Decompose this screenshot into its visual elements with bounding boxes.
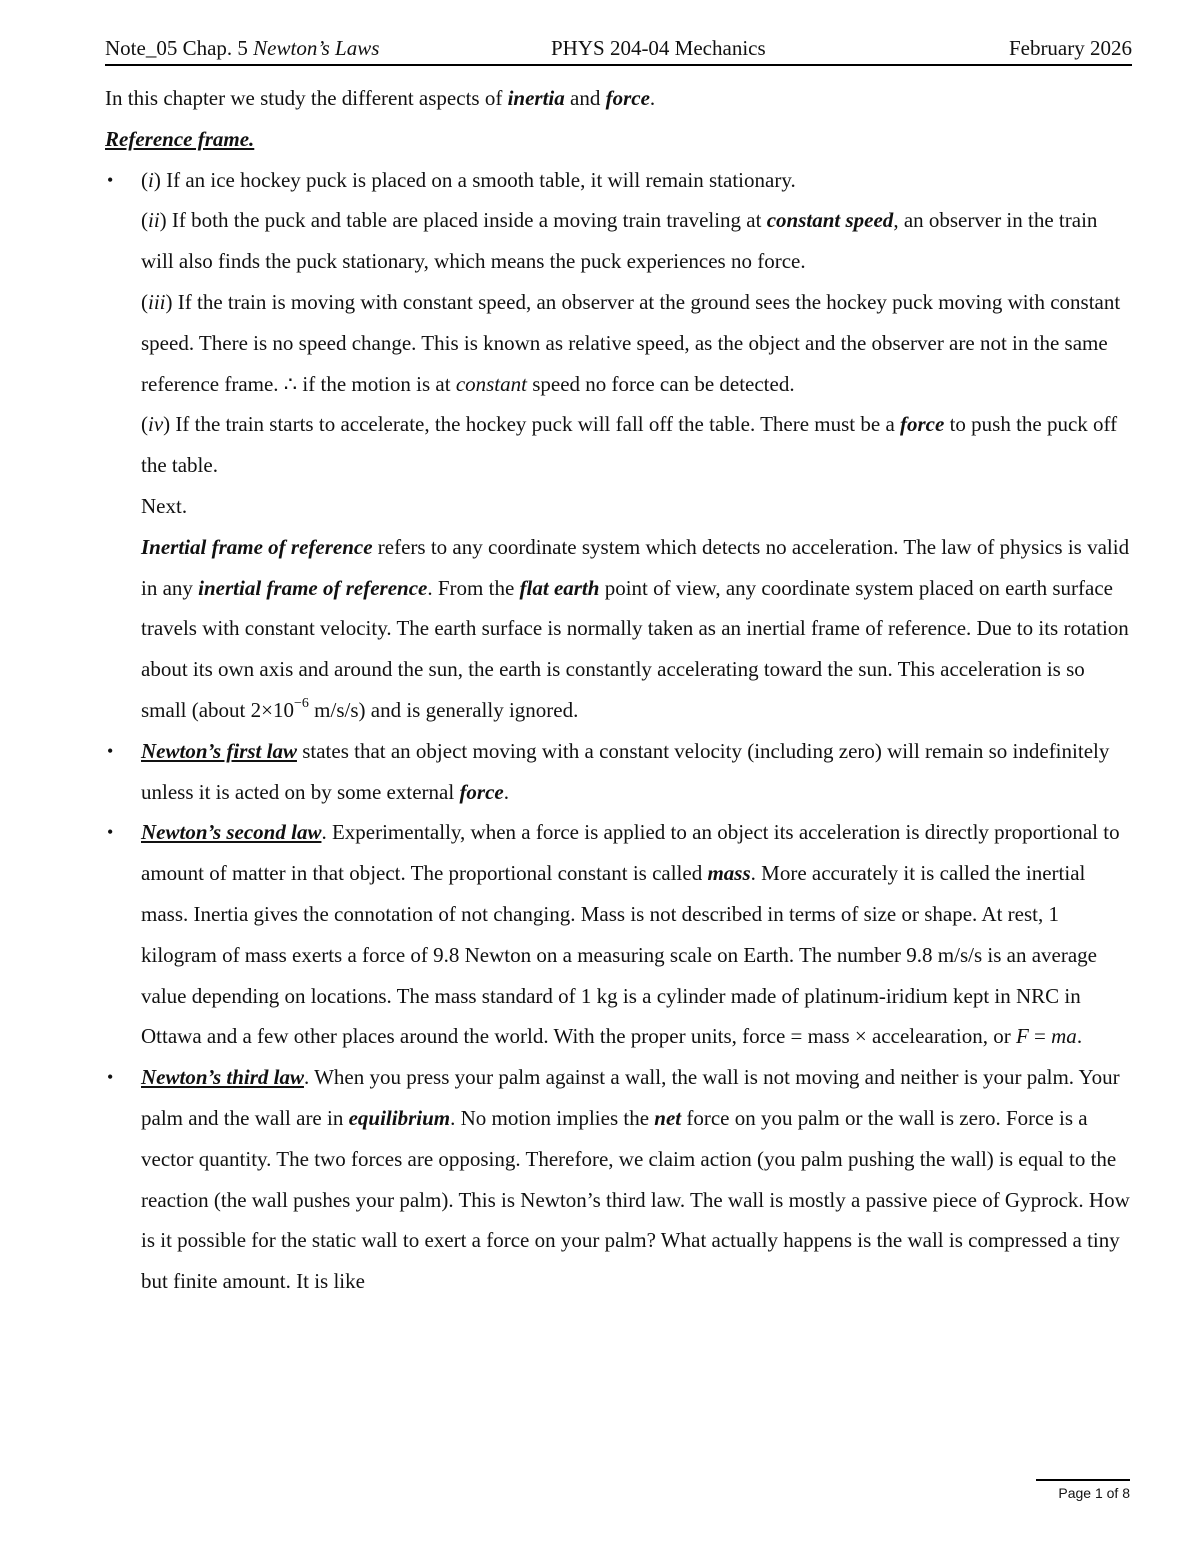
intro-text: . bbox=[649, 86, 656, 110]
ref-text: . From the bbox=[427, 575, 520, 600]
ref-text: m/s/s) and is generally ignored. bbox=[308, 697, 579, 722]
term-constant-speed: constant speed bbox=[766, 208, 894, 233]
term-inertia: inertia bbox=[507, 86, 565, 110]
document-body bbox=[105, 78, 1135, 1302]
first-law-title: Newton’s first law bbox=[141, 738, 297, 763]
term-inertial-frame: Inertial frame of reference bbox=[141, 534, 373, 559]
term-mass: mass bbox=[707, 861, 751, 886]
bullet-icon: • bbox=[107, 1067, 114, 1088]
law-text: states that an object moving with a constant velocity (including zero) will remain so indefinitely unless it is acted on by some external bbox=[141, 738, 1110, 804]
first-law-paragraph bbox=[141, 731, 1135, 813]
term-flat-earth: flat earth bbox=[519, 575, 600, 600]
header-date: February 2026 bbox=[1008, 36, 1132, 60]
bullet-first-law bbox=[107, 731, 1135, 813]
third-law-paragraph bbox=[141, 1057, 1135, 1302]
term-equilibrium: equilibrium bbox=[348, 1105, 451, 1130]
ref-item-iii: (iii) If the train is moving with constant speed, an observer at the ground sees the hockey puck moving with constant speed. There is no speed change. This is known as relative speed, as the object and the observer are not in the same reference frame. ∴ if the motion is at constant speed no force can be detected. bbox=[141, 289, 1121, 396]
intro-text: and bbox=[564, 86, 606, 110]
roman-numeral: i bbox=[148, 167, 154, 192]
ref-text: refers to any coordinate system which detects no acceleration. The law of physics is valid in any bbox=[141, 534, 1130, 600]
ref-text: If the train is moving with constant speed, an observer at the ground sees the hockey puck moving with constant speed. There is no speed change. This is known as relative speed, as the object and the observer are not in the same reference frame. ∴ if the motion is at bbox=[141, 289, 1121, 396]
ref-item-iv: (iv) If the train starts to accelerate, the hockey puck will fall off the table. There must be a force to push the puck off the table. bbox=[141, 412, 1118, 478]
ref-text: If both the puck and table are placed inside a moving train traveling at bbox=[166, 208, 767, 233]
header-course-note bbox=[105, 36, 379, 61]
ref-text: speed no force can be detected. bbox=[526, 371, 795, 396]
header-note-label: Note_05 Chap. 5 bbox=[105, 36, 254, 60]
term-net: net bbox=[654, 1105, 682, 1130]
page-footer bbox=[1036, 1479, 1130, 1501]
term-inertial-frame: inertial frame of reference bbox=[198, 575, 428, 600]
roman-numeral: iii bbox=[148, 289, 166, 314]
ref-text: If the train starts to accelerate, the hockey puck will fall off the table. There must be a bbox=[170, 412, 901, 437]
ref-text: , an observer in the train will also finds the puck stationary, which means the puck experiences no force. bbox=[141, 208, 1098, 274]
bullet-second-law bbox=[107, 812, 1135, 1057]
inertial-frame-paragraph bbox=[141, 527, 1135, 731]
exponent: −6 bbox=[294, 695, 309, 711]
ref-text: If an ice hockey puck is placed on a smooth table, it will remain stationary. bbox=[160, 167, 796, 192]
law-text: force on you palm or the wall is zero. Force is a vector quantity. The two forces are opposing. Therefore, we claim action (you palm pushing the wall) is equal to the reaction (the wall pushes your palm). This is Newton’s third law. The wall is mostly a passive piece of Gyprock. How is it possible for the static wall to exert a force on your palm? What actually happens is the wall is compressed a tiny but finite amount. It is like bbox=[141, 1105, 1130, 1294]
law-text: . No motion implies the bbox=[450, 1105, 655, 1130]
header-course-name: PHYS 204-04 Mechanics bbox=[551, 36, 766, 60]
second-law-title: Newton’s second law bbox=[141, 820, 322, 845]
roman-numeral: ii bbox=[148, 208, 160, 233]
section-heading: Reference frame. bbox=[105, 126, 255, 151]
reference-frame-heading bbox=[105, 119, 1135, 160]
equation-symbol: ma bbox=[1051, 1024, 1077, 1049]
header-chapter-title: Newton’s Laws bbox=[253, 36, 380, 60]
law-text: . bbox=[1076, 1024, 1083, 1049]
term-force: force bbox=[900, 412, 945, 437]
intro-text: In this chapter we study the different aspects of bbox=[105, 86, 508, 110]
ref-text: point of view, any coordinate system placed on earth surface travels with constant velocity. The earth surface is normally taken as an inertial frame of reference. Due to its rotation about its own axis and around the sun, the earth is constantly accelerating toward the sun. This acceleration is so small (about 2×10 bbox=[141, 575, 1129, 722]
next-label: Next. bbox=[141, 493, 188, 518]
equation-symbol: F bbox=[1015, 1024, 1029, 1049]
ref-item-i: (i) If an ice hockey puck is placed on a smooth table, it will remain stationary. bbox=[141, 167, 796, 192]
equation-operator: = bbox=[1028, 1024, 1052, 1049]
second-law-paragraph bbox=[141, 812, 1135, 1057]
page-number: Page 1 of 8 bbox=[1058, 1485, 1130, 1501]
bullet-third-law bbox=[107, 1057, 1135, 1302]
bullet-reference-frame bbox=[107, 160, 1135, 731]
law-text: . Experimentally, when a force is applied to an object its acceleration is directly proportional to amount of matter in that object. The proportional constant is called bbox=[141, 820, 1120, 886]
law-text: . bbox=[503, 779, 509, 804]
term-force: force bbox=[605, 86, 650, 110]
bullet-icon: • bbox=[107, 740, 114, 761]
ref-text: to push the puck off the table. bbox=[141, 412, 1118, 478]
term-constant: constant bbox=[455, 371, 527, 396]
page-header bbox=[105, 34, 1132, 66]
intro-paragraph bbox=[105, 78, 1135, 119]
law-text: . When you press your palm against a wall, the wall is not moving and neither is your palm. Your palm and the wall are in bbox=[141, 1065, 1120, 1130]
bullet-icon: • bbox=[107, 169, 114, 190]
roman-numeral: iv bbox=[148, 412, 164, 437]
ref-item-ii: (ii) If both the puck and table are placed inside a moving train traveling at constant speed, an observer in the train will also finds the puck stationary, which means the puck experiences no force. bbox=[141, 208, 1098, 274]
term-force: force bbox=[459, 779, 504, 804]
law-text: . More accurately it is called the inertial mass. Inertia gives the connotation of not changing. Mass is not described in terms of size or shape. At rest, 1 kilogram of mass exerts a force of 9.8 Newton on a measuring scale on Earth. The number 9.8 m/s/s is an average value depending on locations. The mass standard of 1 kg is a cylinder made of platinum-iridium kept in NRC in Ottawa and a few other places around the world. With the proper units, force = mass × accelearation, or bbox=[141, 861, 1097, 1049]
third-law-title: Newton’s third law bbox=[141, 1065, 304, 1090]
bullet-icon: • bbox=[107, 822, 114, 843]
